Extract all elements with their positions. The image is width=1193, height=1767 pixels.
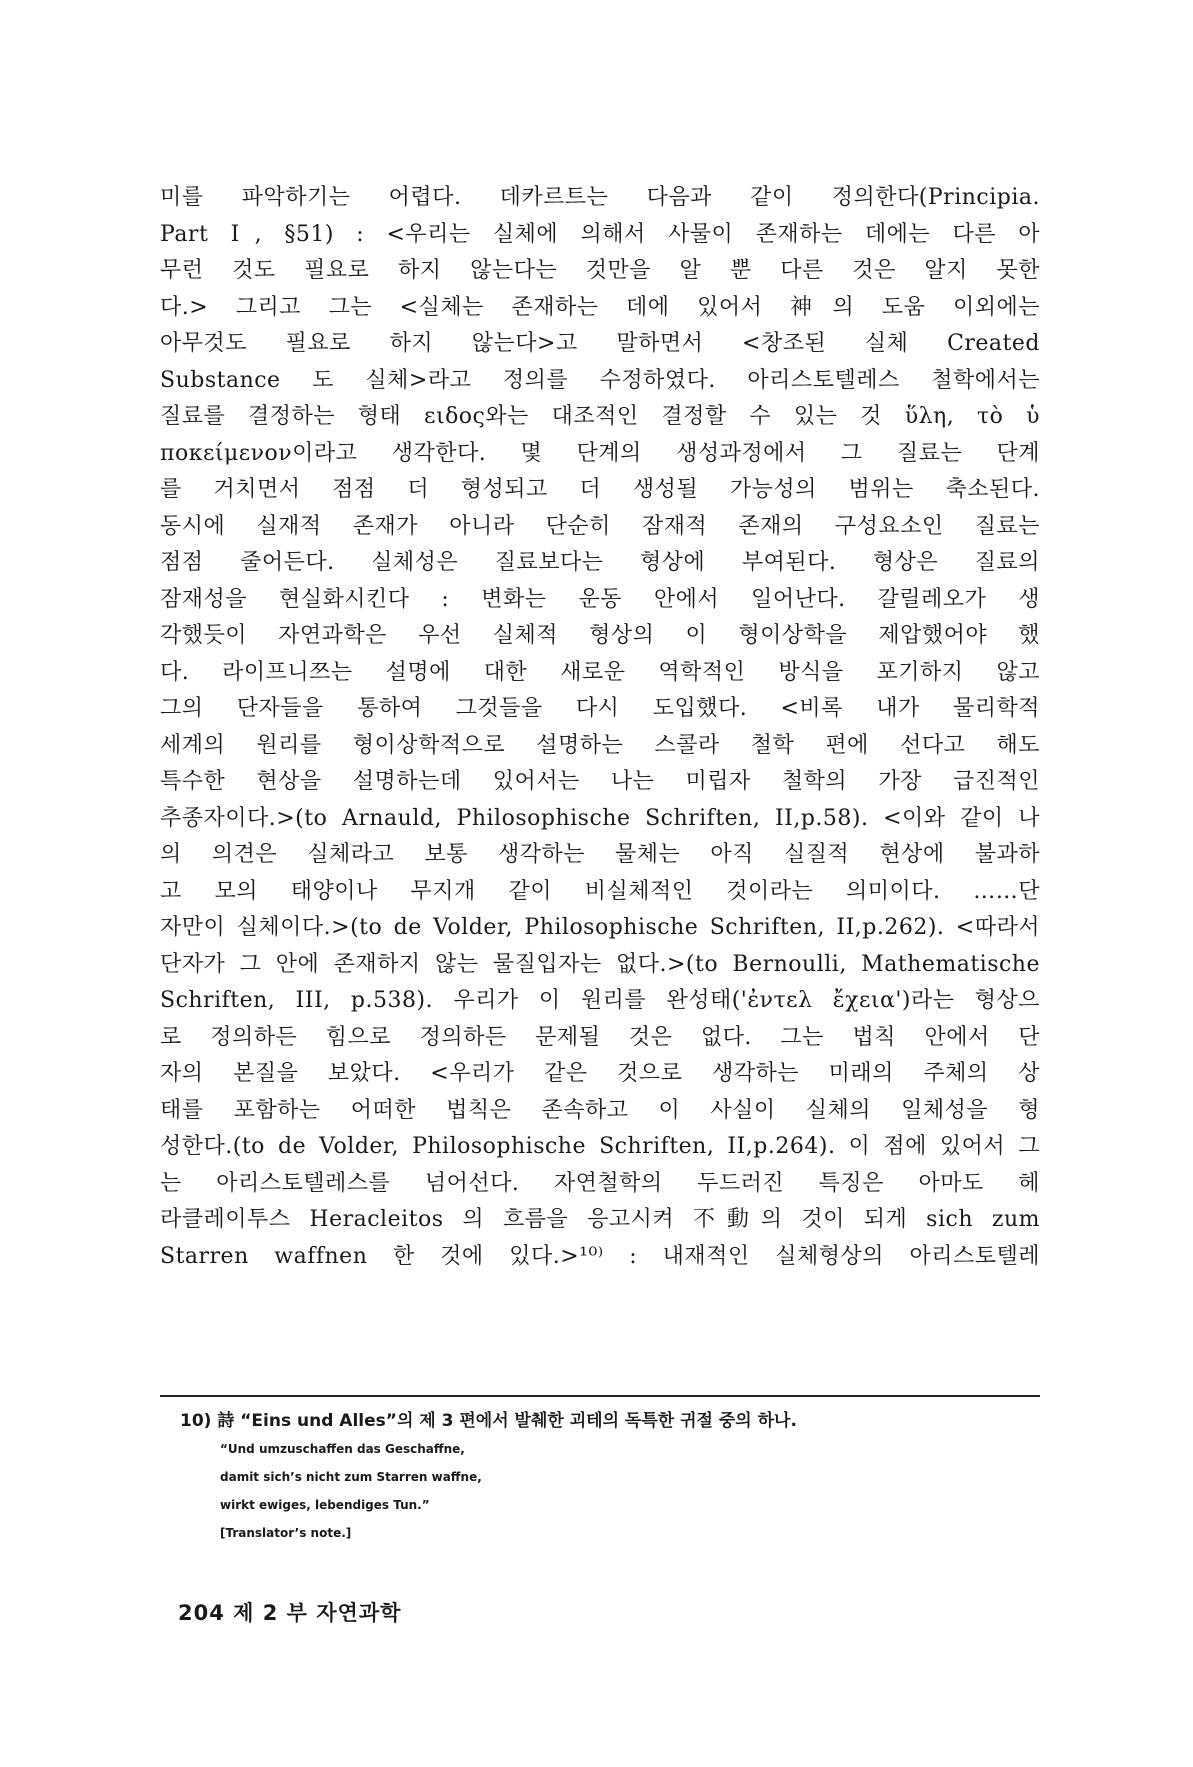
page-number-footer: 204 제 2 부 자연과학 [178, 1601, 402, 1625]
footnote-line: “Und umzuschaffen das Geschaffne, [220, 1442, 465, 1456]
body-line: 질료를 결정하는 형태 ειδος와는 대조적인 결정할 수 있는 것 ὕλη, τὸ ὑ [160, 404, 1040, 429]
body-line: 의 의견은 실체라고 보통 생각하는 물체는 아직 실질적 현상에 불과하 [160, 842, 1040, 867]
body-line: 고 모의 태양이나 무지개 같이 비실체적인 것이라는 의미이다. ……단 [160, 878, 1040, 904]
body-text [160, 180, 1040, 1275]
body-line: ποκείμενον이라고 생각한다. 몇 단계의 생성과정에서 그 질료는 단계 [160, 440, 1040, 466]
body-line: 추종자이다.>(to Arnauld, Philosophische Schriften, II,p.58). <이와 같이 나 [160, 805, 1040, 831]
body-line: 동시에 실재적 존재가 아니라 단순히 잠재적 존재의 구성요소인 질료는 [160, 513, 1040, 539]
body-line: Starren waffnen 한 것에 있다.>¹⁰⁾ : 내재적인 실체형상의 아리스토텔레 [160, 1243, 1040, 1269]
body-line: 다. 라이프니쯔는 설명에 대한 새로운 역학적인 방식을 포기하지 않고 [160, 659, 1040, 685]
body-line: 를 거치면서 점점 더 형성되고 더 생성될 가능성의 범위는 축소된다. [160, 477, 1040, 502]
body-line: 특수한 현상을 설명하는데 있어서는 나는 미립자 철학의 가장 급진적인 [160, 769, 1040, 794]
body-line: 무런 것도 필요로 하지 않는다는 것만을 알 뿐 다른 것은 알지 못한 [160, 258, 1040, 283]
footnote-line: damit sich’s nicht zum Starren waffne, [220, 1470, 482, 1484]
footnote-line: [Translator’s note.] [220, 1526, 352, 1540]
body-line: 잠재성을 현실화시킨다 : 변화는 운동 안에서 일어난다. 갈릴레오가 생 [160, 586, 1040, 612]
body-line: Schriften, III, p.538). 우리가 이 원리를 완성태('ἐντελ ἔχεια')라는 형상으 [160, 988, 1040, 1013]
body-line: 자의 본질을 보았다. <우리가 같은 것으로 생각하는 미래의 주체의 상 [160, 1061, 1040, 1086]
body-line: 라클레이투스 Heracleitos 의 흐름을 응고시켜 不動의 것이 되게 sich zum [160, 1207, 1040, 1232]
body-line: 아무것도 필요로 하지 않는다>고 말하면서 <창조된 실체 Created [160, 331, 1040, 356]
footnote-line: 10) 詩 “Eins und Alles”의 제 3 편에서 발췌한 괴테의 독특한 귀절 중의 하나. [180, 1411, 797, 1431]
footnote [180, 1407, 1040, 1547]
body-line: 태를 포함하는 어떠한 법칙은 존속하고 이 사실이 실체의 일체성을 형 [160, 1097, 1040, 1123]
body-line: 성한다.(to de Volder, Philosophische Schriften, II,p.264). 이 점에 있어서 그 [160, 1134, 1040, 1159]
body-line: 미를 파악하기는 어렵다. 데카르트는 다음과 같이 정의한다(Principia. [160, 185, 1040, 210]
footnote-line: wirkt ewiges, lebendiges Tun.” [220, 1498, 430, 1512]
footnote-divider [160, 1395, 1040, 1397]
body-line: 다.> 그리고 그는 <실체는 존재하는 데에 있어서 神의 도움 이외에는 [160, 294, 1040, 320]
body-line: 각했듯이 자연과학은 우선 실체적 형상의 이 형이상학을 제압했어야 했 [160, 623, 1040, 648]
body-line: Part Ⅰ, §51) : <우리는 실체에 의해서 사물이 존재하는 데에는 다른 아 [160, 221, 1040, 247]
body-line: 그의 단자들을 통하여 그것들을 다시 도입했다. <비록 내가 물리학적 [160, 696, 1040, 721]
body-line: 단자가 그 안에 존재하지 않는 물질입자는 없다.>(to Bernoulli, Mathematische [160, 951, 1040, 977]
body-line: 점점 줄어든다. 실체성은 질료보다는 형상에 부여된다. 형상은 질료의 [160, 550, 1040, 575]
body-line: 자만이 실체이다.>(to de Volder, Philosophische Schriften, II,p.262). <따라서 [160, 915, 1040, 940]
body-line: 세계의 원리를 형이상학적으로 설명하는 스콜라 철학 편에 선다고 해도 [160, 732, 1040, 758]
body-line: 는 아리스토텔레스를 넘어선다. 자연철학의 두드러진 특징은 아마도 헤 [160, 1170, 1040, 1196]
body-line: Substance 도 실체>라고 정의를 수정하였다. 아리스토텔레스 철학에서는 [160, 367, 1040, 393]
body-line: 로 정의하든 힘으로 정의하든 문제될 것은 없다. 그는 법칙 안에서 단 [160, 1024, 1040, 1050]
